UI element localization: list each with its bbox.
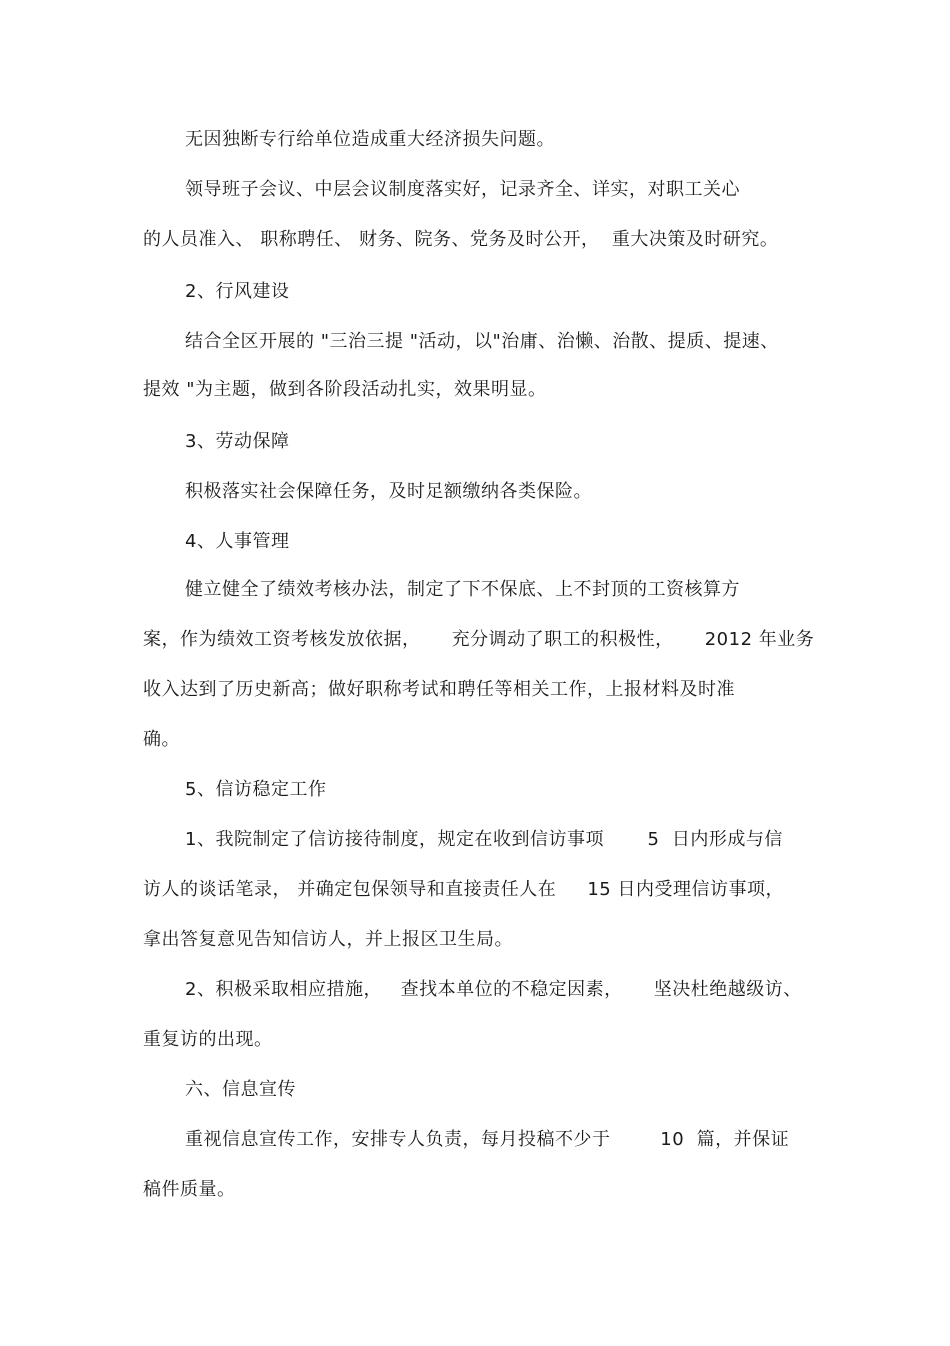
paragraph-line: 重复访的出现。 xyxy=(143,1029,273,1050)
paragraph-line: 结合全区开展的 "三治三提 "活动，以"治庸、治懒、治散、提质、提速、 xyxy=(185,331,779,352)
paragraph-line: 确。 xyxy=(143,729,180,750)
paragraph-line: 领导班子会议、中层会议制度落实好，记录齐全、详实，对职工关心 xyxy=(185,179,740,200)
paragraph-line: 积极落实社会保障任务，及时足额缴纳各类保险。 xyxy=(185,481,592,502)
paragraph-line: 2、积极采取相应措施， 查找本单位的不稳定因素， 坚决杜绝越级访、 xyxy=(185,979,802,1000)
section-heading: 4、人事管理 xyxy=(185,531,290,552)
paragraph-line: 收入达到了历史新高；做好职称考试和聘任等相关工作，上报材料及时准 xyxy=(143,679,735,700)
section-heading: 2、行风建设 xyxy=(185,281,290,302)
section-heading: 5、信访稳定工作 xyxy=(185,779,327,800)
paragraph-line: 无因独断专行给单位造成重大经济损失问题。 xyxy=(185,129,555,150)
paragraph-line: 健立健全了绩效考核办法，制定了下不保底、上不封顶的工资核算方 xyxy=(185,579,740,600)
paragraph-line: 1、我院制定了信访接待制度，规定在收到信访事项 5 日内形成与信 xyxy=(185,829,783,850)
paragraph-line: 案，作为绩效工资考核发放依据， 充分调动了职工的积极性， 2012 年业务 xyxy=(143,629,815,650)
paragraph-line: 重视信息宣传工作，安排专人负责，每月投稿不少于 10 篇，并保证 xyxy=(185,1129,790,1150)
paragraph-line: 拿出答复意见告知信访人，并上报区卫生局。 xyxy=(143,929,513,950)
paragraph-line: 访人的谈话笔录， 并确定包保领导和直接责任人在 15 日内受理信访事项， xyxy=(143,879,784,900)
paragraph-line: 稿件质量。 xyxy=(143,1179,236,1200)
section-heading: 3、劳动保障 xyxy=(185,431,290,452)
paragraph-line: 的人员准入、 职称聘任、 财务、院务、党务及时公开， 重大决策及时研究。 xyxy=(143,229,779,250)
section-heading: 六、信息宣传 xyxy=(185,1079,296,1100)
paragraph-line: 提效 "为主题，做到各阶段活动扎实，效果明显。 xyxy=(143,379,547,400)
